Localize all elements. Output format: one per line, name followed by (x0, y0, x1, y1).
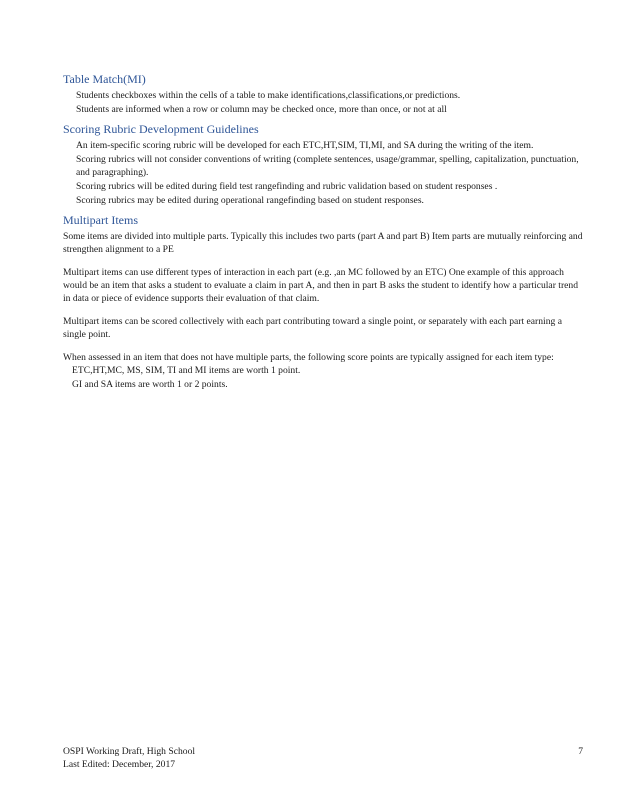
bullet-list-scoring-rubric (63, 139, 583, 207)
page-footer (63, 745, 583, 771)
paragraph: Multipart items can be scored collectively with each part contributing toward a single point, or separately with each part earning a single point. (63, 316, 562, 340)
list-item-text: An item-specific scoring rubric will be developed for each ETC,HT,SIM, TI,MI, and SA during the writing of the item. (76, 140, 534, 151)
section-scoring-rubric (63, 122, 583, 207)
list-item-text: ETC,HT,MC, MS, SIM, TI and MI items are worth 1 point. (72, 365, 301, 376)
list-item-text: GI and SA items are worth 1 or 2 points. (72, 379, 228, 390)
paragraph: Some items are divided into multiple parts. Typically this includes two parts (part A and part B) Item parts are mutually reinforcing and strengthen alignment to a PE (63, 231, 583, 255)
footer-last-edited: Last Edited: December, 2017 (63, 759, 176, 770)
paragraph: When assessed in an item that does not have multiple parts, the following score points are typically assigned for each item type: (63, 352, 554, 363)
section-multipart-items (63, 213, 583, 391)
list-item-text: Students checkboxes within the cells of a table to make identifications,classifications,or predictions. (76, 90, 461, 101)
list-item-text: Students are informed when a row or column may be checked once, more than once, or not at all (76, 104, 447, 115)
list-item (63, 153, 583, 179)
list-item (63, 180, 583, 193)
bullet-list-table-match (63, 89, 583, 116)
page-content (63, 72, 583, 397)
list-item-text: Scoring rubrics will be edited during field test rangefinding and rubric validation based on student responses . (76, 181, 498, 192)
bullet-list-score-points (63, 364, 583, 391)
list-item (63, 89, 583, 102)
list-item (63, 378, 583, 391)
page-number: 7 (578, 746, 583, 757)
list-item (63, 139, 583, 152)
list-item (63, 194, 583, 207)
heading-scoring-rubric: Scoring Rubric Development Guidelines (63, 122, 259, 136)
heading-multipart-items: Multipart Items (63, 213, 138, 227)
list-item (63, 364, 583, 377)
section-table-match (63, 72, 583, 116)
paragraph: Multipart items can use different types of interaction in each part (e.g. ,an MC followed by an ETC) One example of this approach would be an item that asks a student to evaluate a claim in part A, and then in part B asks the student to identify how a particular trend in data or piece of evidence supports their evaluation of that claim. (63, 267, 578, 304)
list-item-text: Scoring rubrics will not consider conventions of writing (complete sentences, usage/grammar, spelling, capitalization, punctuation, and paragraphing). (76, 154, 579, 178)
footer-document-title: OSPI Working Draft, High School (63, 746, 196, 757)
list-item-text: Scoring rubrics may be edited during operational rangefinding based on student responses. (76, 195, 424, 206)
list-item (63, 103, 583, 116)
heading-table-match: Table Match(MI) (63, 72, 146, 86)
